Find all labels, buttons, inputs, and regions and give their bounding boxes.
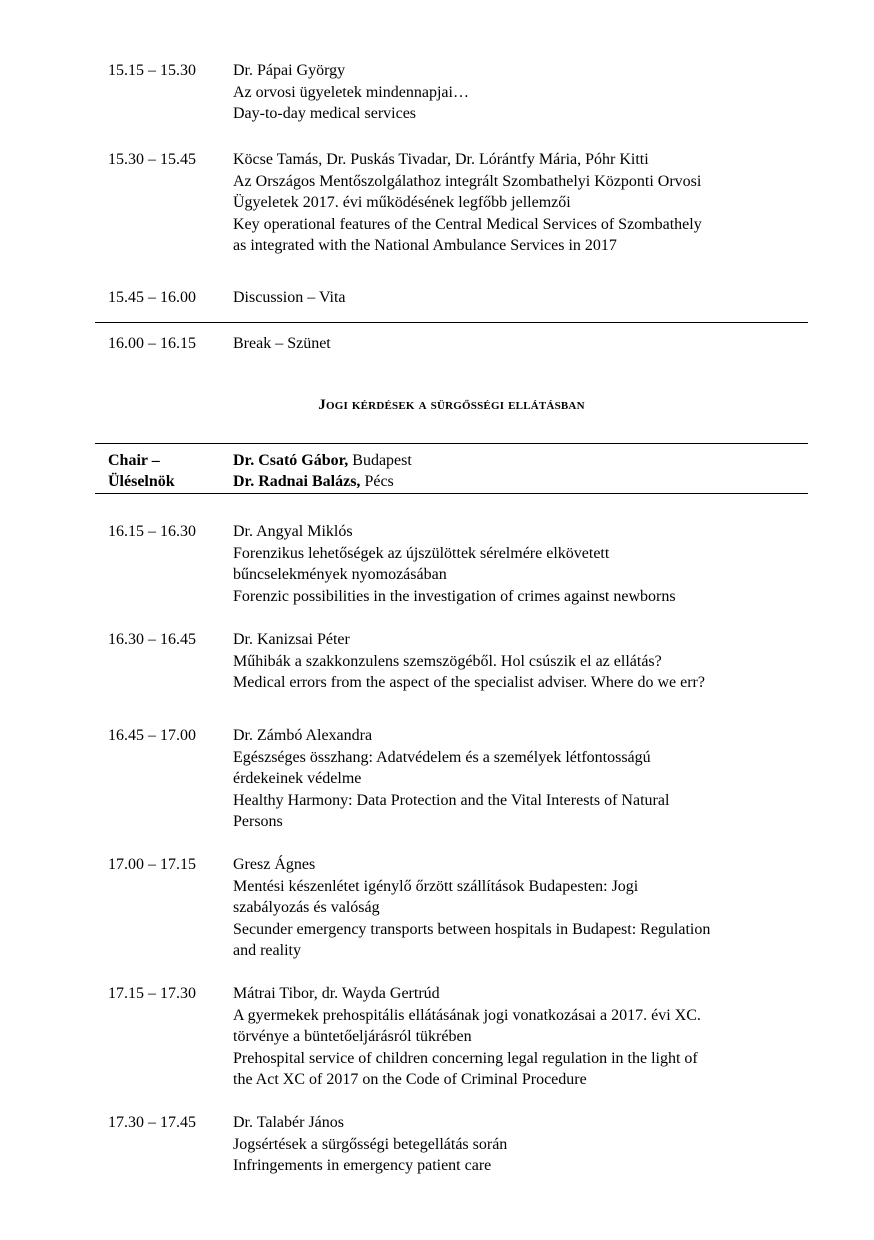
title-hu: Forenzikus lehetőségek az újszülöttek sérelmére elkövetett	[233, 544, 610, 562]
title-en: Medical errors from the aspect of the specialist adviser. Where do we err?	[233, 674, 705, 691]
title-hu: szabályozás és valóság	[233, 899, 380, 916]
entry-content	[233, 725, 808, 833]
entry-content	[233, 287, 808, 309]
title-en: Persons	[233, 813, 283, 830]
title-hu: Ügyeletek 2017. évi működésének legfőbb jellemzői	[233, 194, 571, 211]
title-en: Secunder emergency transports between hospitals in Budapest: Regulation	[233, 920, 711, 938]
title-en: Infringements in emergency patient care	[233, 1157, 492, 1174]
time-slot: 16.15 – 16.30	[108, 523, 196, 540]
time-slot: 15.30 – 15.45	[108, 151, 196, 168]
speaker: Köcse Tamás, Dr. Puskás Tivadar, Dr. Lórántfy Mária, Póhr Kitti	[233, 151, 649, 168]
title-en: Key operational features of the Central Medical Services of Szombathely	[233, 215, 702, 233]
title-hu: Mentési készenlétet igénylő őrzött szállítások Budapesten: Jogi	[233, 877, 639, 895]
time-slot: 17.00 – 17.15	[108, 856, 196, 873]
title-en: Healthy Harmony: Data Protection and the Vital Interests of Natural	[233, 791, 670, 809]
chair-label	[108, 450, 175, 492]
speaker: Dr. Kanizsai Péter	[233, 631, 350, 648]
time-slot: 17.15 – 17.30	[108, 985, 196, 1002]
speaker: Gresz Ágnes	[233, 856, 316, 873]
chair-label-line: Chair –	[108, 452, 160, 469]
title-hu: Az Országos Mentőszolgálathoz integrált Szombathelyi Központi Orvosi	[233, 172, 702, 190]
chair-list	[233, 450, 412, 492]
speaker: Dr. Pápai György	[233, 62, 346, 79]
chair-name: Dr. Csató Gábor,	[233, 452, 349, 469]
entry-content	[233, 1112, 808, 1177]
title-hu: törvénye a büntetőeljárásról tükrében	[233, 1028, 472, 1045]
discussion-label: Discussion – Vita	[233, 289, 346, 306]
title-en: Day-to-day medical services	[233, 105, 417, 122]
divider	[95, 493, 808, 494]
entry-content	[233, 854, 808, 962]
speaker: Dr. Zámbó Alexandra	[233, 727, 373, 744]
chair-label-line: Üléselnök	[108, 473, 175, 490]
time-slot: 17.30 – 17.45	[108, 1114, 196, 1131]
break-label: Break – Szünet	[233, 335, 331, 352]
time-slot: 16.00 – 16.15	[108, 335, 196, 352]
title-hu: érdekeinek védelme	[233, 770, 362, 787]
title-hu: Műhibák a szakkonzulens szemszögéből. Hol csúszik el az ellátás?	[233, 652, 662, 670]
chair-city: Budapest	[348, 452, 412, 469]
title-en: Prehospital service of children concerning legal regulation in the light of	[233, 1049, 698, 1067]
title-hu: Az orvosi ügyeletek mindennapjai…	[233, 83, 469, 101]
entry-content	[233, 60, 808, 125]
divider	[95, 322, 808, 323]
time-slot: 15.15 – 15.30	[108, 62, 196, 79]
title-en: and reality	[233, 942, 301, 959]
entry-content	[233, 983, 808, 1091]
divider	[95, 443, 808, 444]
chair-person	[233, 471, 412, 492]
chair-city: Pécs	[360, 473, 394, 490]
speaker: Dr. Talabér János	[233, 1114, 344, 1131]
title-hu: bűncselekmények nyomozásában	[233, 566, 447, 583]
title-en: Forenzic possibilities in the investigation of crimes against newborns	[233, 587, 676, 605]
time-slot: 16.45 – 17.00	[108, 727, 196, 744]
entry-content	[233, 521, 808, 607]
section-title: Jogi kérdések a sürgősségi ellátásban	[318, 397, 585, 413]
title-hu: A gyermekek prehospitális ellátásának jogi vonatkozásai a 2017. évi XC.	[233, 1006, 701, 1024]
chair-person	[233, 450, 412, 471]
title-en: as integrated with the National Ambulance Services in 2017	[233, 237, 617, 254]
time-slot: 16.30 – 16.45	[108, 631, 196, 648]
entry-content	[233, 629, 808, 694]
entry-content	[233, 333, 808, 355]
entry-content	[233, 149, 808, 257]
chair-name: Dr. Radnai Balázs,	[233, 473, 361, 490]
title-en: the Act XC of 2017 on the Code of Criminal Procedure	[233, 1071, 587, 1088]
time-slot: 15.45 – 16.00	[108, 289, 196, 306]
speaker: Mátrai Tibor, dr. Wayda Gertrúd	[233, 985, 440, 1002]
title-hu: Jogsértések a sürgősségi betegellátás során	[233, 1135, 508, 1153]
speaker: Dr. Angyal Miklós	[233, 523, 353, 540]
title-hu: Egészséges összhang: Adatvédelem és a személyek létfontosságú	[233, 748, 651, 766]
